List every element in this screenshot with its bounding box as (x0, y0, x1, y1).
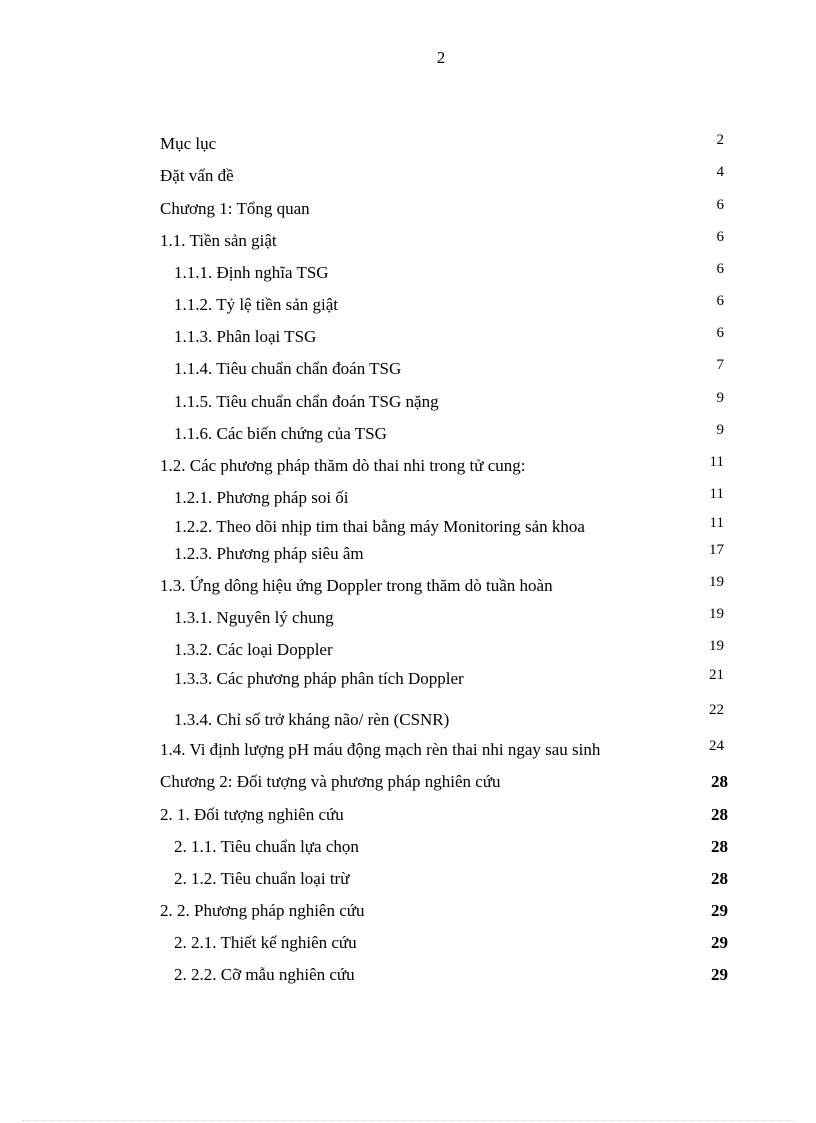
toc-entry-title: Mục lục (160, 134, 217, 153)
toc-entry-title: 1.3.4. Chỉ số trở kháng não/ rèn (CSNR) (174, 710, 450, 729)
toc-entry-chapter-1[interactable] (160, 196, 728, 220)
toc-entry-page: 28 (711, 869, 728, 888)
toc-entry-1-1-4[interactable] (160, 356, 728, 380)
toc-entry-page: 19 (709, 574, 724, 590)
toc-entry-page: 29 (711, 901, 728, 920)
toc-entry-1-1-6[interactable] (160, 421, 728, 445)
toc-entry-page: 7 (716, 357, 724, 373)
toc-entry-title: 1.3. Ứng dông hiệu ứng Doppler trong thăm dò tuần hoàn (160, 576, 553, 595)
toc-entry-page: 21 (709, 667, 724, 683)
toc-entry-title: 2. 2. Phương pháp nghiên cứu (160, 901, 365, 920)
toc-entry-2-1-2[interactable] (160, 866, 728, 890)
toc-entry-1-1-5[interactable] (160, 389, 728, 413)
toc-entry-page: 28 (711, 837, 728, 856)
toc-entry-1-1-2[interactable] (160, 292, 728, 316)
toc-entry-1-1-1[interactable] (160, 260, 728, 284)
toc-entry-chapter-2[interactable] (160, 769, 728, 793)
toc-entry-title: Chương 2: Đối tượng và phương pháp nghiên cứu (160, 772, 501, 791)
toc-entry-title: 1.3.3. Các phương pháp phân tích Doppler (174, 669, 464, 688)
toc-entry-page: 6 (716, 261, 724, 277)
toc-entry-2-2-2[interactable] (160, 962, 728, 986)
toc-entry-title: 2. 1.1. Tiêu chuẩn lựa chọn (174, 837, 359, 856)
toc-entry-2-1[interactable] (160, 802, 728, 826)
toc-entry-1-1-3[interactable] (160, 324, 728, 348)
toc-entry-1-4[interactable] (160, 737, 728, 761)
toc-entry-page: 6 (716, 293, 724, 309)
toc-entry-1-3-4[interactable] (160, 699, 728, 731)
toc-entry-title: 1.2. Các phương pháp thăm dò thai nhi trong tử cung: (160, 456, 526, 475)
toc-entry-page: 2 (716, 132, 724, 148)
toc-entry-page: 28 (711, 772, 728, 791)
toc-entry-page: 11 (709, 486, 724, 502)
toc-entry-muc-luc[interactable] (160, 131, 728, 155)
toc-entry-1-3[interactable] (160, 573, 728, 597)
toc-entry-page: 24 (709, 738, 724, 754)
toc-entry-page: 11 (709, 454, 724, 470)
toc-entry-page: 6 (716, 197, 724, 213)
toc-entry-page: 22 (709, 702, 724, 718)
toc-entry-page: 17 (709, 542, 724, 558)
toc-entry-page: 29 (711, 965, 728, 984)
toc-entry-title: 1.1.2. Tỷ lệ tiền sản giật (174, 295, 338, 314)
toc-entry-title: 1.2.2. Theo dõi nhịp tim thai bằng máy Monitoring sản khoa (174, 517, 585, 536)
toc-entry-title: 1.2.1. Phương pháp soi ối (174, 488, 349, 507)
toc-entry-page: 11 (709, 515, 724, 531)
toc-entry-page: 9 (716, 422, 724, 438)
toc-entry-1-2-3[interactable] (160, 541, 728, 565)
toc-entry-1-2[interactable] (160, 453, 728, 477)
toc-entry-title: 1.1. Tiền sản giật (160, 231, 277, 250)
toc-entry-1-3-1[interactable] (160, 605, 728, 629)
toc-entry-page: 6 (716, 325, 724, 341)
toc-entry-page: 19 (709, 638, 724, 654)
toc-entry-title: Đặt vấn đề (160, 166, 234, 185)
toc-entry-dat-van-de[interactable] (160, 163, 728, 187)
toc-entry-title: Chương 1: Tổng quan (160, 199, 310, 218)
toc-entry-title: 1.1.5. Tiêu chuẩn chẩn đoán TSG nặng (174, 392, 439, 411)
toc-entry-title: 1.1.1. Định nghĩa TSG (174, 263, 329, 282)
toc-entry-2-2-1[interactable] (160, 930, 728, 954)
toc-entry-page: 4 (716, 164, 724, 180)
toc-entry-1-3-2[interactable] (160, 637, 728, 661)
toc-entry-page: 9 (716, 390, 724, 406)
toc-entry-title: 1.3.1. Nguyên lý chung (174, 608, 334, 627)
toc-entry-title: 1.3.2. Các loại Doppler (174, 640, 333, 659)
toc-entry-1-2-2[interactable] (160, 514, 728, 538)
toc-entry-1-1[interactable] (160, 228, 728, 252)
toc-entry-title: 2. 1. Đối tượng nghiên cứu (160, 805, 344, 824)
toc-entry-title: 2. 1.2. Tiêu chuẩn loại trừ (174, 869, 350, 888)
toc-entry-2-2[interactable] (160, 898, 728, 922)
toc-entry-1-2-1[interactable] (160, 485, 728, 509)
toc-entry-title: 2. 2.1. Thiết kế nghiên cứu (174, 933, 357, 952)
toc-entry-title: 1.4. Vi định lượng pH máu động mạch rèn thai nhi ngay sau sinh (160, 740, 601, 759)
toc-entry-page: 28 (711, 805, 728, 824)
toc-entry-page: 19 (709, 606, 724, 622)
table-of-contents (160, 0, 728, 1000)
toc-entry-title: 1.1.4. Tiêu chuẩn chẩn đoán TSG (174, 359, 402, 378)
toc-entry-title: 1.1.6. Các biến chứng của TSG (174, 424, 387, 443)
toc-entry-title: 1.1.3. Phân loại TSG (174, 327, 317, 346)
toc-entry-1-3-3[interactable] (160, 666, 728, 690)
toc-entry-2-1-1[interactable] (160, 834, 728, 858)
toc-entry-title: 1.2.3. Phương pháp siêu âm (174, 544, 364, 563)
toc-entry-title: 2. 2.2. Cỡ mẫu nghiên cứu (174, 965, 355, 984)
toc-entry-page: 29 (711, 933, 728, 952)
toc-entry-page: 6 (716, 229, 724, 245)
page-number: 2 (436, 48, 446, 67)
page-bottom-rule (22, 1120, 794, 1121)
